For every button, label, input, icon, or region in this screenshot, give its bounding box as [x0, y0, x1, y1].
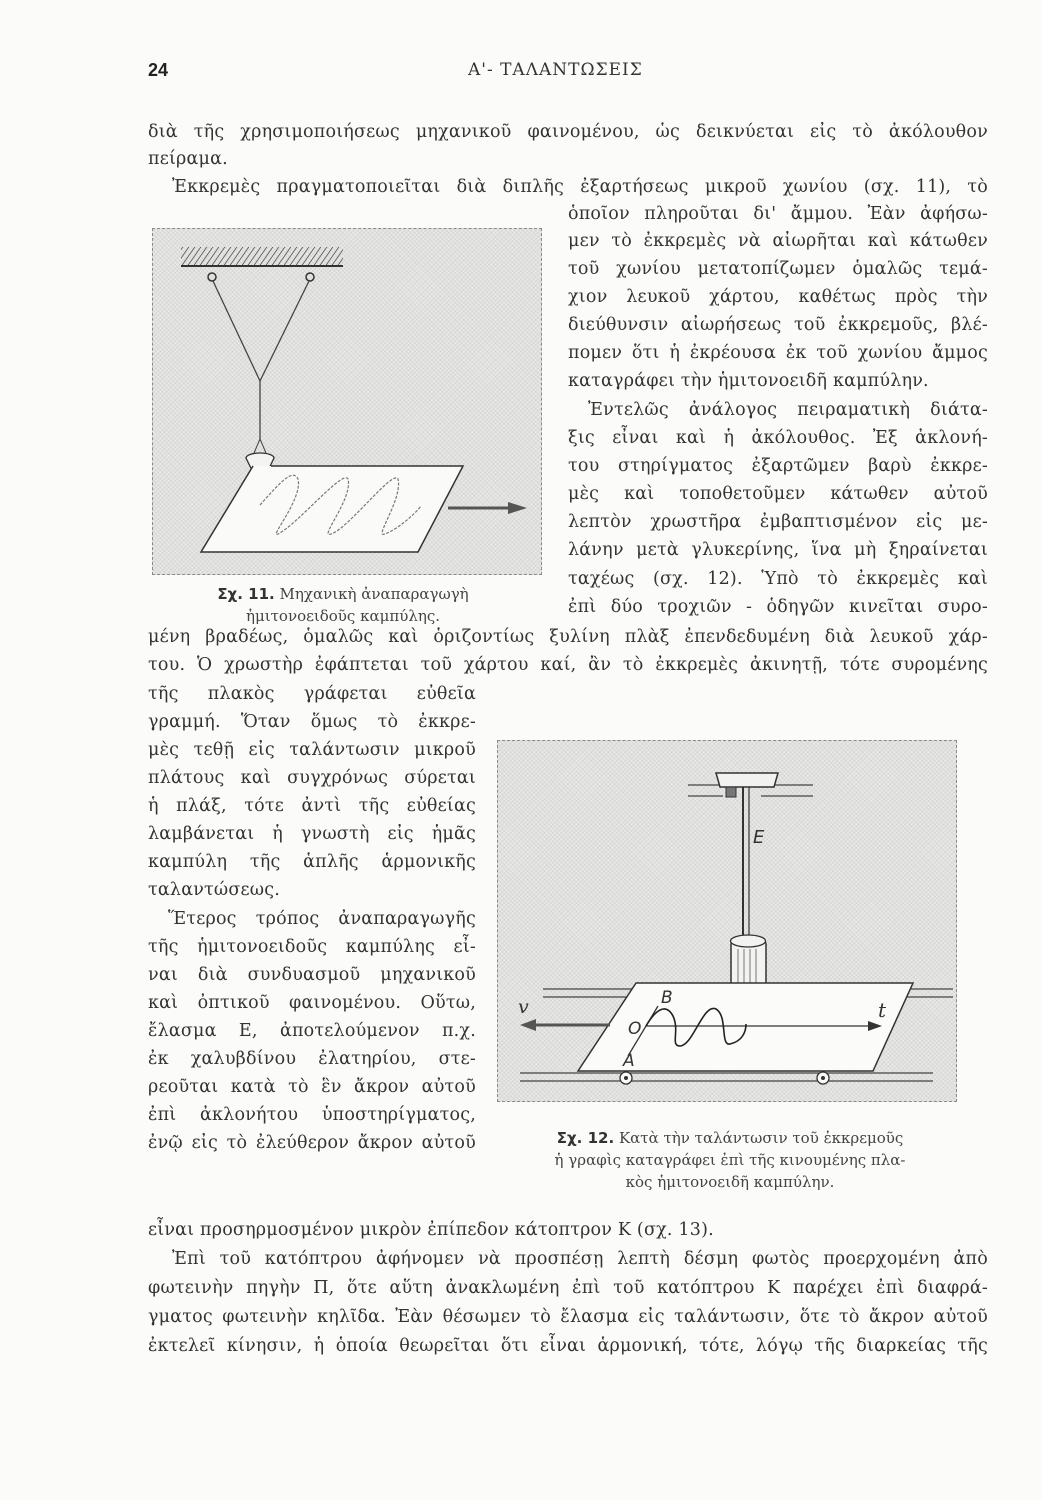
text-line: ἐπὶ δύο τροχιῶν - ὁδηγῶν κινεῖται συρο-: [568, 597, 988, 617]
text-line: πλάτους καὶ συγχρόνως σύρεται: [148, 768, 476, 788]
text-line: τῆς ἡμιτονοειδοῦς καμπύλης εἶ-: [148, 937, 476, 957]
caption-text: Μηχανικὴ ἀναπαραγωγὴ: [279, 585, 469, 603]
text-line: του στηρίγματος ἐξαρτῶμεν βαρὺ ἐκκρε-: [568, 456, 988, 476]
text-line: ναι διὰ συνδυασμοῦ μηχανικοῦ: [148, 965, 476, 985]
text-line: ἡ πλάξ, τότε ἀντὶ τῆς εὐθείας: [148, 796, 476, 816]
text-line: λαμβάνεται ἡ γνωστὴ εἰς ἡμᾶς: [148, 824, 476, 844]
figure-11-caption: [158, 583, 528, 627]
text-line: τῆς πλακὸς γράφεται εὐθεῖα: [148, 684, 476, 704]
text-line: εἶναι προσηρμοσμένον μικρὸν ἐπίπεδον κάτοπτρον Κ (σχ. 13).: [148, 1220, 714, 1240]
label-A: A: [623, 1051, 635, 1071]
text-line: του. Ὁ χρωστὴρ ἐφάπτεται τοῦ χάρτου καί, ἂν τὸ ἐκκρεμὲς ἀκινητῇ, τότε συρομένης: [148, 655, 988, 675]
text-line: χιον λευκοῦ χάρτου, καθέτως πρὸς τὴν: [568, 287, 988, 307]
label-v: v: [518, 996, 529, 1018]
text-line: γματος φωτεινὴν κηλῖδα. Ἐὰν θέσωμεν τὸ ἔλασμα εἰς ταλάντωσιν, ὅτε τὸ ἄκρον αὐτοῦ: [148, 1307, 988, 1327]
page-number: 24: [148, 60, 169, 80]
text-line: ἐπὶ ἀκλονήτου ὑποστηρίγματος,: [148, 1105, 476, 1125]
label-E: E: [753, 827, 765, 848]
text-line: Ἐντελῶς ἀνάλογος πειραματικὴ διάτα-: [588, 400, 988, 420]
text-line: καταγράφει τὴν ἡμιτονοειδῆ καμπύλην.: [568, 371, 929, 391]
text-line: μεν τὸ ἐκκρεμὲς νὰ αἰωρῆται καὶ κάτωθεν: [568, 231, 988, 251]
caption-text: κὸς ἡμιτονοειδῆ καμπύλην.: [625, 1173, 835, 1191]
caption-text: Κατὰ τὴν ταλάντωσιν τοῦ ἐκκρεμοῦς: [618, 1129, 904, 1147]
text-line: Ἐπὶ τοῦ κατόπτρου ἀφήνομεν νὰ προσπέσῃ λεπτὴ δέσμη φωτὸς προερχομένη ἀπὸ: [172, 1249, 988, 1269]
figure-11-label: Σχ. 11.: [217, 585, 275, 603]
text-line: ρεοῦται κατὰ τὸ ἓν ἄκρον αὐτοῦ: [148, 1077, 476, 1097]
text-line: μὲς τεθῇ εἰς ταλάντωσιν μικροῦ: [148, 740, 476, 760]
text-line: Ἕτερος τρόπος ἀναπαραγωγῆς: [168, 909, 476, 929]
text-line: ὁποῖον πληροῦται δι' ἄμμου. Ἐὰν ἀφήσω-: [568, 204, 988, 224]
text-line: πομεν ὅτι ἡ ἐκρέουσα ἐκ τοῦ χωνίου ἄμμος: [568, 343, 988, 363]
text-line: μὲς καὶ τοποθετοῦμεν κάτωθεν αὐτοῦ: [568, 484, 988, 504]
text-line: ἐνῷ εἰς τὸ ἐλεύθερον ἄκρον αὐτοῦ: [148, 1133, 476, 1153]
text-line: φωτεινὴν πηγὴν Π, ὅτε αὕτη ἀνακλωμένη ἐπὶ τοῦ κατόπτρου Κ παρέχει ἐπὶ διαφρά-: [148, 1278, 988, 1298]
label-O: O: [628, 1019, 642, 1039]
text-line: μένη βραδέως, ὁμαλῶς καὶ ὁριζοντίως ξυλίνη πλὰξ ἐπενδεδυμένη διὰ λευκοῦ χάρ-: [148, 627, 988, 647]
text-line: γραμμή. Ὅταν ὅμως τὸ ἐκκρε-: [148, 712, 476, 732]
pendulum-funnel-illustration: [153, 229, 541, 574]
text-line: καμπύλη τῆς ἁπλῆς ἁρμονικῆς: [148, 852, 476, 872]
text-line: ταλαντώσεως.: [148, 880, 281, 900]
label-t: t: [878, 998, 887, 1022]
text-line: ταχέως (σχ. 12). Ὑπὸ τὸ ἐκκρεμὲς καὶ: [568, 569, 988, 589]
figure-12-label: Σχ. 12.: [556, 1129, 615, 1147]
text-line: πείραμα.: [148, 149, 228, 169]
figure-12-pendulum-pen-plate: [497, 740, 957, 1102]
text-line: λάνην μετὰ γλυκερίνης, ἵνα μὴ ξηραίνεται: [568, 540, 988, 560]
pendulum-pen-illustration: [498, 741, 956, 1101]
text-line: τοῦ χωνίου μετατοπίζωμεν ὁμαλῶς τεμά-: [568, 259, 988, 279]
text-line: διὰ τῆς χρησιμοποιήσεως μηχανικοῦ φαινομένου, ὡς δεικνύεται εἰς τὸ ἀκόλουθον: [148, 122, 988, 142]
label-B: B: [661, 988, 673, 1008]
text-line: Ἐκκρεμὲς πραγματοποιεῖται διὰ διπλῆς ἐξαρτήσεως μικροῦ χωνίου (σχ. 11), τὸ: [172, 177, 988, 197]
text-line: ξις εἶναι καὶ ἡ ἀκόλουθος. Ἐξ ἀκλονή-: [568, 428, 988, 448]
figure-12-caption: [500, 1127, 960, 1193]
running-title: Α'- ΤΑΛΑΝΤΩΣΕΙΣ: [468, 60, 643, 80]
text-line: ἔλασμα Ε, ἀποτελούμενον π.χ.: [148, 1021, 476, 1041]
text-line: ἐκτελεῖ κίνησιν, ἡ ὁποία θεωρεῖται ὅτι εἶναι ἁρμονική, τότε, λόγῳ τῆς διαρκείας τῆς: [148, 1336, 988, 1356]
caption-text: ἡ γραφὶς καταγράφει ἐπὶ τῆς κινουμένης πλα-: [554, 1151, 906, 1169]
text-line: καὶ ὀπτικοῦ φαινομένου. Οὕτω,: [148, 993, 476, 1013]
figure-11-pendulum-sand-funnel: [152, 228, 542, 575]
text-line: ἐκ χαλυβδίνου ἐλατηρίου, στε-: [148, 1049, 476, 1069]
caption-text: ἡμιτονοειδοῦς καμπύλης.: [246, 607, 440, 625]
text-line: διεύθυνσιν αἰωρήσεως τοῦ ἐκκρεμοῦς, βλέ-: [568, 315, 988, 335]
text-line: λεπτὸν χρωστῆρα ἐμβαπτισμένον εἰς με-: [568, 512, 988, 532]
